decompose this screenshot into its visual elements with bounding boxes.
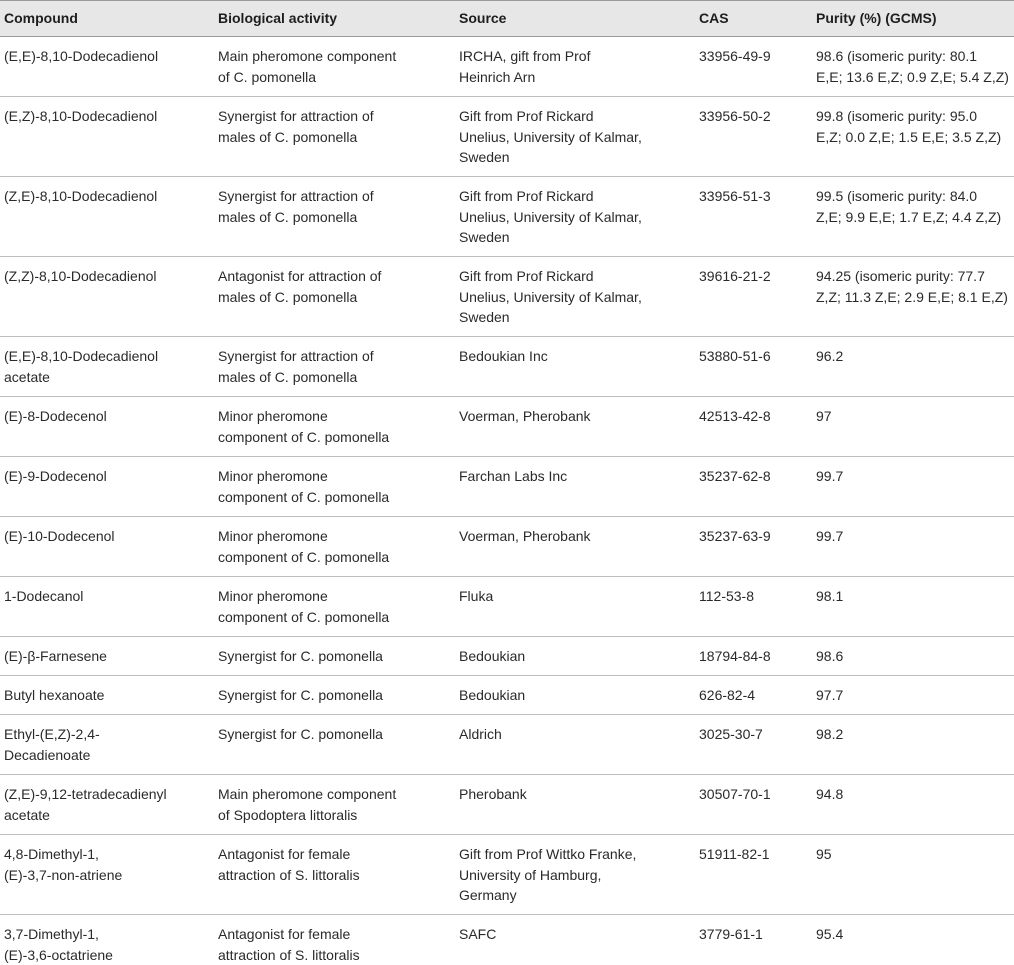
cell-line: acetate	[4, 805, 214, 826]
cell-compound	[0, 177, 214, 256]
cell-line: Antagonist for female	[218, 844, 455, 865]
table-row	[0, 517, 1014, 577]
cell-line: (E)-β-Farnesene	[4, 646, 214, 667]
cell-line: Minor pheromone	[218, 526, 455, 547]
cell-compound	[0, 637, 214, 675]
cell-line: E,Z; 0.0 Z,E; 1.5 E,E; 3.5 Z,Z)	[816, 127, 1014, 148]
cell-line: Main pheromone component	[218, 784, 455, 805]
table-row	[0, 397, 1014, 457]
cell-line: Bedoukian	[459, 646, 695, 667]
cell-line: Unelius, University of Kalmar,	[459, 127, 695, 148]
cell-source	[455, 257, 695, 336]
cell-line: Minor pheromone	[218, 586, 455, 607]
cell-cas	[695, 775, 812, 834]
cell-line: Farchan Labs Inc	[459, 466, 695, 487]
cell-line: 35237-62-8	[699, 466, 812, 487]
cell-line: Sweden	[459, 147, 695, 168]
cell-compound	[0, 517, 214, 576]
table-row	[0, 715, 1014, 775]
table-row	[0, 97, 1014, 177]
cell-cas	[695, 637, 812, 675]
cell-line: Bedoukian Inc	[459, 346, 695, 367]
cell-line: (Z,E)-8,10-Dodecadienol	[4, 186, 214, 207]
table-row	[0, 337, 1014, 397]
cell-compound	[0, 915, 214, 965]
cell-line: (E)-10-Dodecenol	[4, 526, 214, 547]
cell-purity	[812, 257, 1014, 336]
cell-compound	[0, 257, 214, 336]
cell-line: (E)-3,7-non-atriene	[4, 865, 214, 886]
table-row	[0, 37, 1014, 97]
cell-line: 30507-70-1	[699, 784, 812, 805]
table-header-row	[0, 0, 1014, 37]
cell-activity	[214, 97, 455, 176]
cell-activity	[214, 915, 455, 965]
cell-source	[455, 457, 695, 516]
cell-line: Synergist for attraction of	[218, 186, 455, 207]
cell-compound	[0, 457, 214, 516]
cell-line: 33956-51-3	[699, 186, 812, 207]
cell-cas	[695, 715, 812, 774]
table-body	[0, 37, 1014, 965]
cell-purity	[812, 97, 1014, 176]
cell-line: Z,E; 9.9 E,E; 1.7 E,Z; 4.4 Z,Z)	[816, 207, 1014, 228]
cell-purity	[812, 337, 1014, 396]
cell-line: 4,8-Dimethyl-1,	[4, 844, 214, 865]
table-row	[0, 775, 1014, 835]
cell-line: 95	[816, 844, 1014, 865]
cell-purity	[812, 715, 1014, 774]
cell-line: (E,E)-8,10-Dodecadienol	[4, 46, 214, 67]
cell-activity	[214, 517, 455, 576]
cell-compound	[0, 37, 214, 96]
cell-line: attraction of S. littoralis	[218, 865, 455, 886]
cell-line: Minor pheromone	[218, 406, 455, 427]
cell-source	[455, 37, 695, 96]
cell-source	[455, 97, 695, 176]
cell-line: 3779-61-1	[699, 924, 812, 945]
cell-compound	[0, 676, 214, 714]
cell-line: Synergist for C. pomonella	[218, 724, 455, 745]
cell-line: males of C. pomonella	[218, 207, 455, 228]
cell-source	[455, 715, 695, 774]
cell-line: (E)-9-Dodecenol	[4, 466, 214, 487]
cell-line: component of C. pomonella	[218, 487, 455, 508]
cell-compound	[0, 397, 214, 456]
cell-line: Heinrich Arn	[459, 67, 695, 88]
cell-line: Fluka	[459, 586, 695, 607]
cell-line: 99.7	[816, 526, 1014, 547]
cell-cas	[695, 835, 812, 914]
cell-line: 53880-51-6	[699, 346, 812, 367]
cell-line: 96.2	[816, 346, 1014, 367]
table-row	[0, 637, 1014, 676]
cell-activity	[214, 676, 455, 714]
cell-line: component of C. pomonella	[218, 427, 455, 448]
cell-line: 626-82-4	[699, 685, 812, 706]
cell-line: Sweden	[459, 227, 695, 248]
cell-compound	[0, 337, 214, 396]
cell-source	[455, 397, 695, 456]
cell-source	[455, 637, 695, 675]
cell-activity	[214, 37, 455, 96]
cell-line: Antagonist for attraction of	[218, 266, 455, 287]
cell-line: 33956-50-2	[699, 106, 812, 127]
cell-purity	[812, 637, 1014, 675]
cell-cas	[695, 97, 812, 176]
cell-line: Sweden	[459, 307, 695, 328]
cell-purity	[812, 397, 1014, 456]
cell-cas	[695, 397, 812, 456]
cell-line: 33956-49-9	[699, 46, 812, 67]
cell-line: Unelius, University of Kalmar,	[459, 287, 695, 308]
cell-line: 98.2	[816, 724, 1014, 745]
cell-cas	[695, 177, 812, 256]
cell-line: Main pheromone component	[218, 46, 455, 67]
cell-activity	[214, 257, 455, 336]
cell-line: 97.7	[816, 685, 1014, 706]
cell-line: 98.1	[816, 586, 1014, 607]
header-biological-activity: Biological activity	[214, 1, 455, 36]
cell-activity	[214, 577, 455, 636]
cell-source	[455, 517, 695, 576]
cell-line: 112-53-8	[699, 586, 812, 607]
cell-line: component of C. pomonella	[218, 547, 455, 568]
cell-cas	[695, 257, 812, 336]
cell-cas	[695, 676, 812, 714]
cell-source	[455, 775, 695, 834]
cell-purity	[812, 775, 1014, 834]
table-row	[0, 835, 1014, 915]
table-row	[0, 915, 1014, 965]
cell-line: 3,7-Dimethyl-1,	[4, 924, 214, 945]
cell-source	[455, 676, 695, 714]
cell-compound	[0, 97, 214, 176]
header-cas: CAS	[695, 1, 812, 36]
cell-line: (E)-3,6-octatriene	[4, 945, 214, 965]
cell-line: Ethyl-(E,Z)-2,4-	[4, 724, 214, 745]
cell-line: Gift from Prof Rickard	[459, 106, 695, 127]
cell-source	[455, 337, 695, 396]
cell-activity	[214, 715, 455, 774]
cell-line: SAFC	[459, 924, 695, 945]
cell-line: Aldrich	[459, 724, 695, 745]
cell-line: 94.25 (isomeric purity: 77.7	[816, 266, 1014, 287]
cell-line: 39616-21-2	[699, 266, 812, 287]
cell-activity	[214, 337, 455, 396]
cell-line: 94.8	[816, 784, 1014, 805]
cell-activity	[214, 177, 455, 256]
cell-purity	[812, 177, 1014, 256]
cell-line: (Z,Z)-8,10-Dodecadienol	[4, 266, 214, 287]
cell-line: males of C. pomonella	[218, 127, 455, 148]
cell-line: 1-Dodecanol	[4, 586, 214, 607]
cell-activity	[214, 637, 455, 675]
cell-line: Butyl hexanoate	[4, 685, 214, 706]
cell-purity	[812, 457, 1014, 516]
cell-line: Voerman, Pherobank	[459, 526, 695, 547]
cell-line: Pherobank	[459, 784, 695, 805]
cell-line: 99.8 (isomeric purity: 95.0	[816, 106, 1014, 127]
cell-line: Unelius, University of Kalmar,	[459, 207, 695, 228]
cell-line: Synergist for C. pomonella	[218, 685, 455, 706]
cell-line: 35237-63-9	[699, 526, 812, 547]
cell-line: attraction of S. littoralis	[218, 945, 455, 965]
cell-cas	[695, 915, 812, 965]
cell-line: of Spodoptera littoralis	[218, 805, 455, 826]
cell-line: Minor pheromone	[218, 466, 455, 487]
cell-line: E,E; 13.6 E,Z; 0.9 Z,E; 5.4 Z,Z)	[816, 67, 1014, 88]
cell-line: Bedoukian	[459, 685, 695, 706]
cell-purity	[812, 676, 1014, 714]
cell-line: component of C. pomonella	[218, 607, 455, 628]
cell-line: Synergist for C. pomonella	[218, 646, 455, 667]
table-row	[0, 457, 1014, 517]
cell-line: (E,Z)-8,10-Dodecadienol	[4, 106, 214, 127]
cell-compound	[0, 577, 214, 636]
cell-line: males of C. pomonella	[218, 367, 455, 388]
cell-activity	[214, 457, 455, 516]
cell-line: Voerman, Pherobank	[459, 406, 695, 427]
cell-source	[455, 835, 695, 914]
header-purity: Purity (%) (GCMS)	[812, 1, 1014, 36]
cell-compound	[0, 715, 214, 774]
table-row	[0, 676, 1014, 715]
cell-activity	[214, 775, 455, 834]
cell-purity	[812, 577, 1014, 636]
cell-line: University of Hamburg,	[459, 865, 695, 886]
cell-cas	[695, 517, 812, 576]
cell-purity	[812, 835, 1014, 914]
cell-line: acetate	[4, 367, 214, 388]
cell-cas	[695, 577, 812, 636]
cell-activity	[214, 835, 455, 914]
cell-line: 18794-84-8	[699, 646, 812, 667]
cell-line: 42513-42-8	[699, 406, 812, 427]
cell-line: (E,E)-8,10-Dodecadienol	[4, 346, 214, 367]
cell-cas	[695, 37, 812, 96]
cell-compound	[0, 835, 214, 914]
cell-line: (Z,E)-9,12-tetradecadienyl	[4, 784, 214, 805]
cell-line: IRCHA, gift from Prof	[459, 46, 695, 67]
table-row	[0, 577, 1014, 637]
table-row	[0, 177, 1014, 257]
cell-purity	[812, 37, 1014, 96]
cell-line: Gift from Prof Rickard	[459, 186, 695, 207]
cell-cas	[695, 457, 812, 516]
cell-line: 97	[816, 406, 1014, 427]
cell-source	[455, 915, 695, 965]
cell-line: Gift from Prof Wittko Franke,	[459, 844, 695, 865]
cell-line: Synergist for attraction of	[218, 106, 455, 127]
cell-line: Decadienoate	[4, 745, 214, 766]
cell-cas	[695, 337, 812, 396]
cell-line: males of C. pomonella	[218, 287, 455, 308]
cell-line: 98.6 (isomeric purity: 80.1	[816, 46, 1014, 67]
cell-activity	[214, 397, 455, 456]
cell-line: 95.4	[816, 924, 1014, 945]
cell-line: 98.6	[816, 646, 1014, 667]
cell-line: 51911-82-1	[699, 844, 812, 865]
cell-line: 99.5 (isomeric purity: 84.0	[816, 186, 1014, 207]
header-source: Source	[455, 1, 695, 36]
cell-purity	[812, 517, 1014, 576]
cell-compound	[0, 775, 214, 834]
cell-source	[455, 577, 695, 636]
cell-line: (E)-8-Dodecenol	[4, 406, 214, 427]
cell-line: Synergist for attraction of	[218, 346, 455, 367]
cell-line: 99.7	[816, 466, 1014, 487]
cell-line: 3025-30-7	[699, 724, 812, 745]
table-row	[0, 257, 1014, 337]
cell-source	[455, 177, 695, 256]
cell-line: of C. pomonella	[218, 67, 455, 88]
cell-line: Antagonist for female	[218, 924, 455, 945]
cell-line: Z,Z; 11.3 Z,E; 2.9 E,E; 8.1 E,Z)	[816, 287, 1014, 308]
cell-line: Gift from Prof Rickard	[459, 266, 695, 287]
header-compound: Compound	[0, 1, 214, 36]
cell-line: Germany	[459, 885, 695, 906]
cell-purity	[812, 915, 1014, 965]
